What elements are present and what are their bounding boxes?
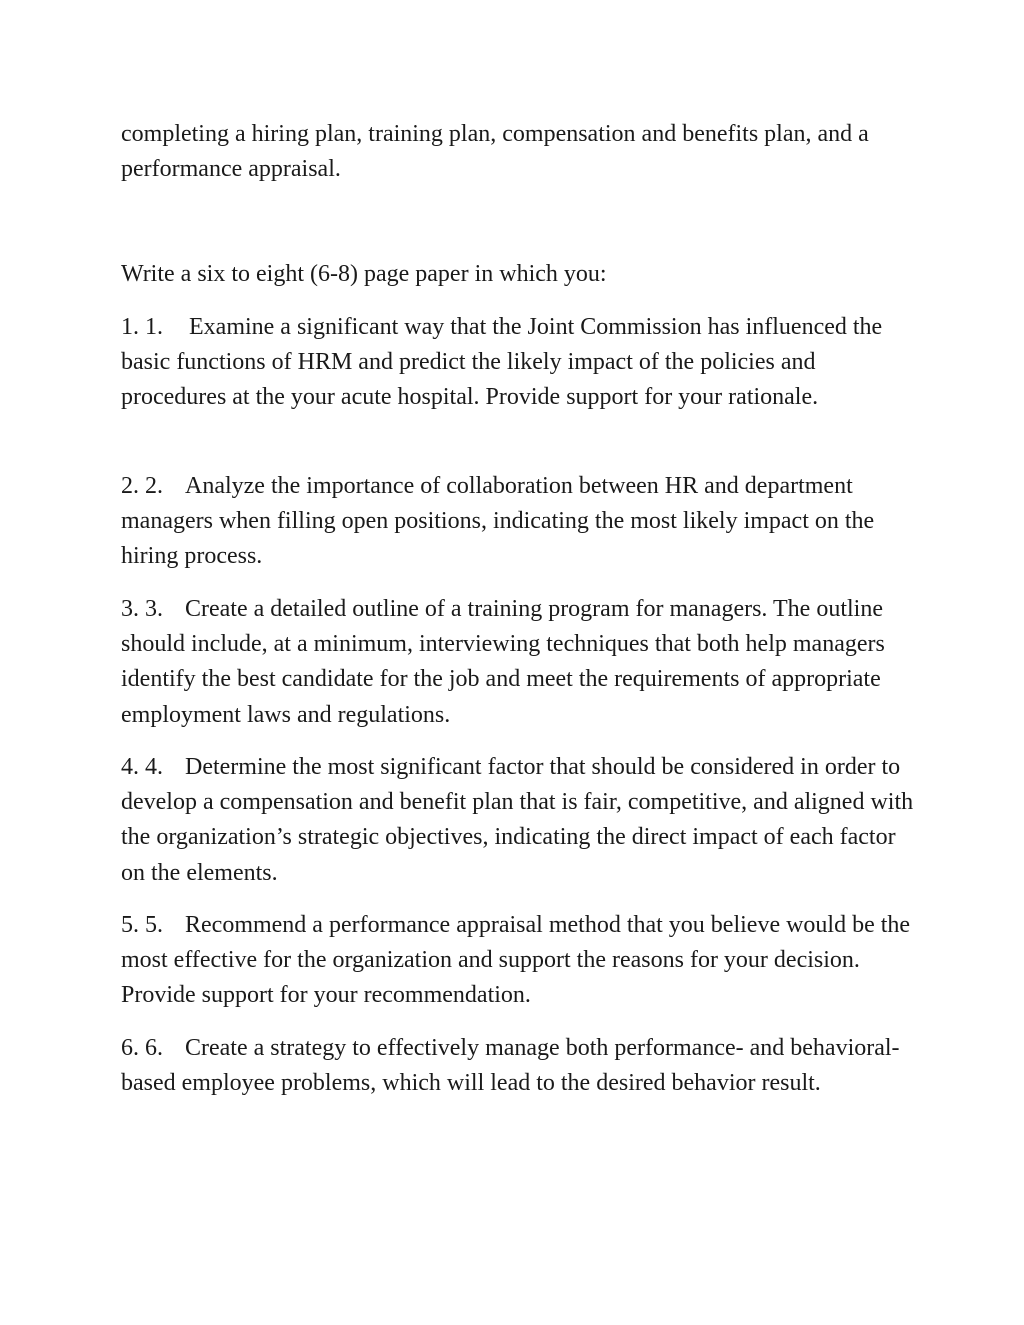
list-item-text: Determine the most significant factor that should be considered in order to develop a compensation and benefit plan that is fair, competitive, and aligned with the organization’s strategic objectives, indicating the direct impact of each factor on the elements. <box>121 754 914 886</box>
list-item-text: Analyze the importance of collaboration between HR and department managers when filling open positions, indicating the most likely impact on the hiring process. <box>121 473 875 570</box>
list-item-number: 2. 2. <box>121 473 163 499</box>
list-item <box>121 469 921 575</box>
list-item <box>121 908 921 1014</box>
assignment-lead-paragraph: Write a six to eight (6-8) page paper in which you: <box>121 261 607 287</box>
list-item-text: Examine a significant way that the Joint Commission has influenced the basic functions of HRM and predict the likely impact of the policies and procedures at the your acute hospital. Provide support for your rationale. <box>121 314 883 411</box>
list-item-number: 6. 6. <box>121 1035 163 1061</box>
list-item-text: Recommend a performance appraisal method that you believe would be the most effective for the organization and support the reasons for your decision. Provide support for your recommendation. <box>121 912 911 1009</box>
list-item <box>121 310 921 416</box>
list-item <box>121 592 921 733</box>
list-item-number: 3. 3. <box>121 596 163 622</box>
list-item-number: 4. 4. <box>121 754 163 780</box>
list-item-number: 5. 5. <box>121 912 163 938</box>
list-item <box>121 1031 921 1101</box>
list-item <box>121 750 921 891</box>
list-item-number: 1. 1. <box>121 314 163 340</box>
intro-paragraph: completing a hiring plan, training plan, compensation and benefits plan, and a performance appraisal. <box>121 121 869 183</box>
list-item-text: Create a strategy to effectively manage both performance- and behavioral-based employee problems, which will lead to the desired behavior result. <box>121 1035 900 1097</box>
list-item-text: Create a detailed outline of a training program for managers. The outline should include, at a minimum, interviewing techniques that both help managers identify the best candidate for the job and meet the requirements of appropriate employment laws and regulations. <box>121 596 885 728</box>
